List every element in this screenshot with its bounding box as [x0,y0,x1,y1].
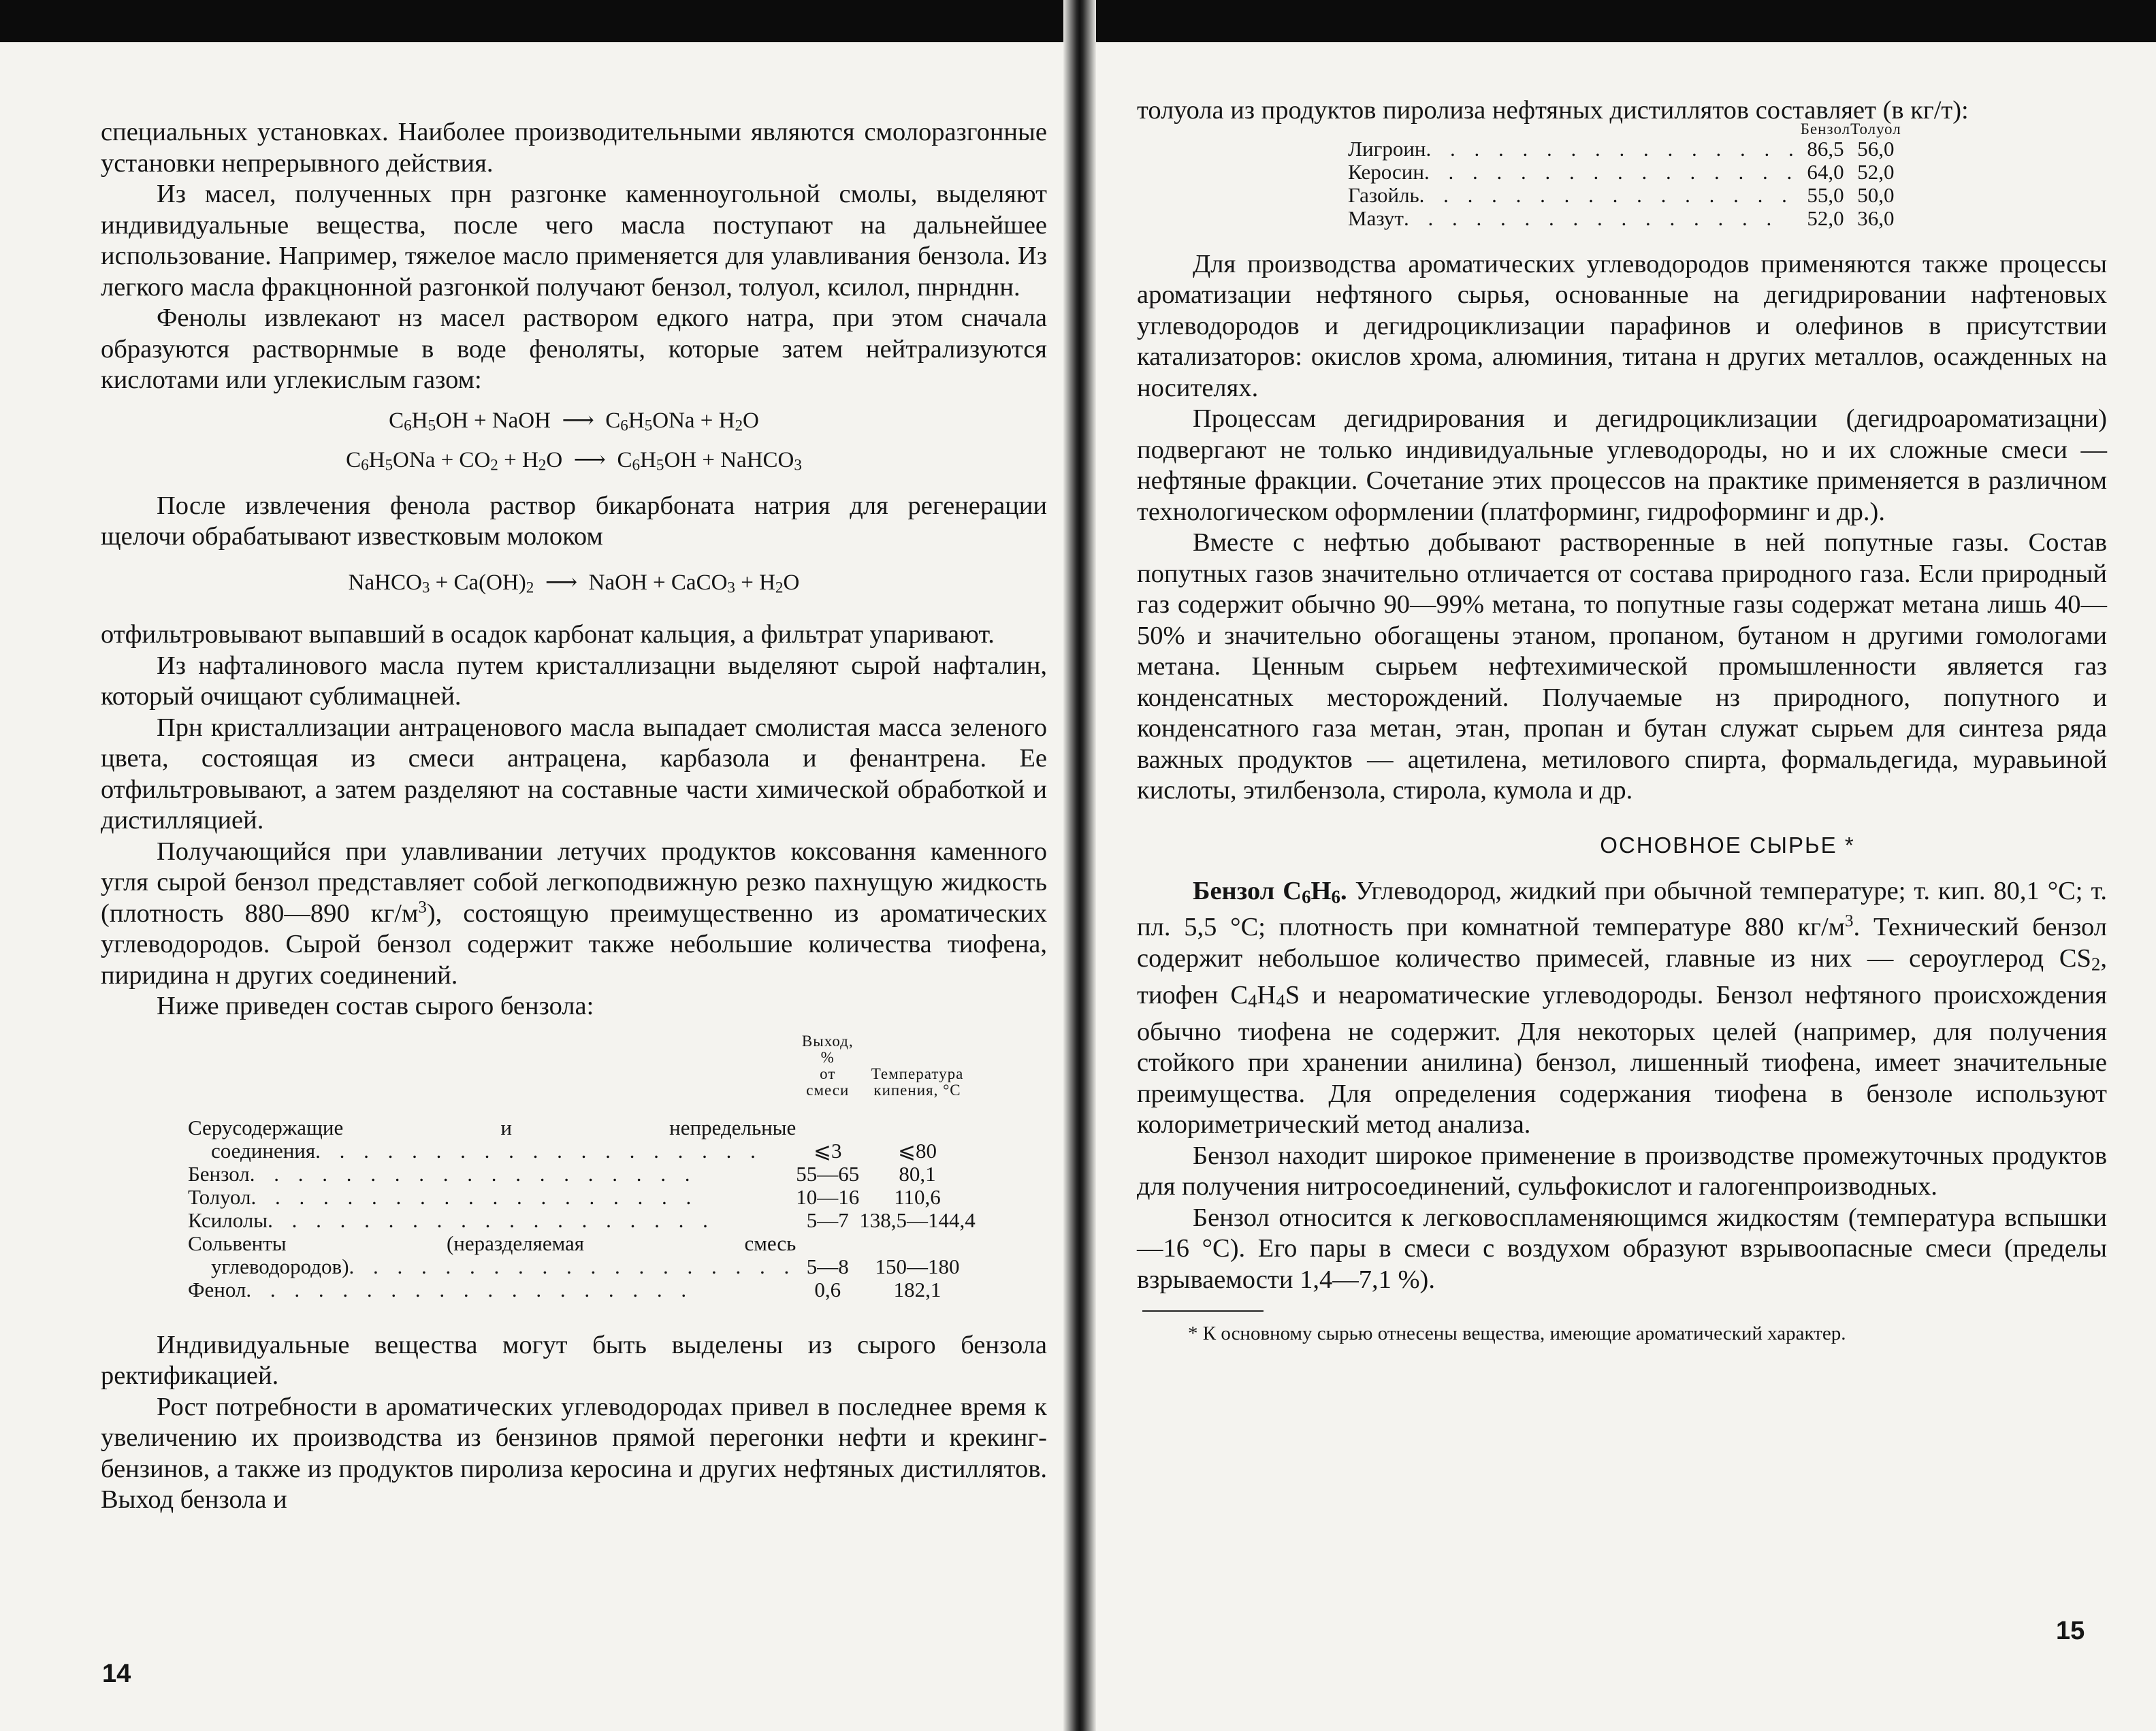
paragraph: Бензол находит широкое применение в производстве промежуточных продуктов для получения нитросоединений, сульфокислот и галогенпроизводных. [1137,1141,2107,1201]
boiling-temp-cell: 138,5—144,4 [859,1208,976,1232]
column-header: Выход, % от смеси [801,1032,854,1099]
table-row [188,1232,976,1255]
table-row [1348,207,1901,230]
leader-dots: . . . . . . . . . . . . . . . . [1426,137,1801,161]
equation-reactants: $C_6H_5OH$ + NaOH [389,408,551,434]
paragraph: Процессам дегидрирования и дегидроциклизации (дегидроароматизацни) подвергают не только индивидуальные углеводороды, но и их сложные смеси — нефтяные фракции. Сочетание этих процессов на практике применяется в различном технологическом оформлении (платформинг, гидроформинг и др.). [1137,404,2107,526]
equation-products: $C_6H_5OH$ + NaHCO$_3$ [617,448,802,474]
paragraph: толуола из продуктов пиролиза нефтяных дистиллятов составляет (в кг/т): [1137,96,1969,125]
column-header: Бензол [1800,120,1851,137]
toluene-yield-cell: 56,0 [1857,136,1895,161]
table-row [188,1163,976,1186]
yield-cell: 10—16 [796,1184,860,1209]
reaction-arrow: ⟶ [573,448,606,473]
toluene-yield-cell: 52,0 [1857,159,1895,184]
row-label: Керосин [1348,160,1424,184]
composition-table [188,1033,976,1301]
paragraph: отфильтровывают выпавший в осадок карбонат кальция, а фильтрат упаривают. [101,620,995,649]
table-row [188,1255,976,1278]
paragraph: Вместе с нефтью добывают растворенные в ней попутные газы. Состав попутных газов значительно отличается от состава природного газа. Если природный газ содержит обычно 90—99% метана, то попутные газы содержат метана лишь 40—50% и значительно обогащены этаном, пропаном, бутаном н другими гомологами метана. Ценным сырьем нефтехимической промышленности является газ конденсатных месторождений. Получаемые нз природного, попутного и конденсатного газа метан, этан, пропан и бутан служат сырьем для синтеза ряда важных продуктов — ацетилена, метилового спирта, формальдегида, муравьиной кислоты, этилбензола, стирола, кумола и др. [1137,528,2107,805]
row-label: Бензол [188,1162,250,1186]
leader-dots: . . . . . . . . . . . . . . . . . . . [251,1185,698,1209]
benzene-yield-cell: 52,0 [1807,206,1844,230]
footnote: * К основному сырью отнесены вещества, имеющие ароматический характер. [1188,1323,1846,1345]
leader-dots: . . . . . . . . . . . . . . . . . . . [349,1255,797,1278]
column-header: Температура кипения, °C [871,1065,964,1099]
equation-block [101,565,1047,605]
leader-dots: . . . . . . . . . . . . . . . . . . . [249,1162,697,1186]
row-label: углеводородов) [211,1255,349,1278]
page-number: 14 [102,1660,131,1688]
row-label: Серусодержащие и непредельные [188,1116,797,1139]
table-row [1348,161,1901,184]
right-page [1096,0,2156,1731]
equation-block [101,403,1047,483]
paragraph: Для производства ароматических углеводородов применяются также процессы ароматизации нефтяного сырья, основанные на дегидрировании нафтеновых углеводородов и дегидроциклизации парафинов и олефинов в присутствии катализаторов: окислов хрома, алюминия, титана н других металлов, осажденных на носителях. [1137,249,2107,402]
toluene-yield-cell: 36,0 [1857,206,1895,230]
term-heading: Бензол $C_6H_6$. [1193,876,1347,907]
paragraph: Получающийся при улавливании летучих продуктов коксовання каменного угля сырой бензол представляет собой легкоподвижную резко пахнущую жидкость (плотность 880—890 $кг/м^3$), состоящую преимущественно из ароматических углеводородов. Сырой бензол содержит также небольшие количества тиофена, пиридина н других соединений. [101,837,1047,990]
equation [101,442,1047,483]
yield-cell: ⩽3 [814,1138,842,1163]
reaction-arrow: ⟶ [562,408,594,433]
leader-dots: . . . . . . . . . . . . . . . . . . . [246,1278,694,1301]
yield-cell: 5—7 [806,1208,849,1232]
benzene-yield-cell: 86,5 [1807,136,1844,161]
row-label: соединения [211,1139,316,1163]
leader-dots: . . . . . . . . . . . . . . . . . . . [268,1208,715,1232]
left-page [0,0,1063,1731]
table-row [1348,137,1901,161]
equation-products: $C_6H_5ONa + H_2O$ [605,408,759,434]
leader-dots: . . . . . . . . . . . . . . . . [1403,206,1779,230]
table-row [188,1186,976,1209]
paragraph [1137,876,2107,1141]
column-header: Толуол [1850,120,1901,137]
leader-dots: . . . . . . . . . . . . . . . . [1419,183,1794,207]
page-number: 15 [2056,1617,2085,1645]
table-row [1348,184,1901,207]
row-label: Ксилолы [188,1208,268,1232]
table-header-row [188,1033,976,1099]
paragraph: Индивидуальные вещества могут быть выделены из сырого бензола ректификацией. [101,1330,1047,1391]
row-label: Газойль [1348,183,1419,207]
leader-dots: . . . . . . . . . . . . . . . . [1423,160,1799,184]
equation [101,565,1047,605]
row-label: Лигроин [1348,137,1426,161]
book-gutter [1063,0,1096,1731]
yield-cell: 0,6 [814,1277,841,1301]
row-label: Толуол [188,1185,251,1209]
equation [101,403,1047,443]
row-label: Фенол [188,1278,246,1301]
boiling-temp-cell: ⩽80 [898,1138,937,1163]
table-row [188,1209,976,1232]
yield-cell: 5—8 [806,1254,849,1278]
equation-reactants: NaHCO$_3$ + $Ca(OH)_2$ [348,570,534,596]
equation-products: NaOH + CaCO$_3$ + $H_2O$ [588,570,800,596]
table-row [188,1278,976,1301]
boiling-temp-cell: 150—180 [875,1254,960,1278]
leader-dots: . . . . . . . . . . . . . . . . . . . [315,1139,762,1163]
benzene-yield-cell: 64,0 [1807,159,1844,184]
section-heading: ОСНОВНОЕ СЫРЬЕ * [1600,832,1855,858]
pyrolysis-yield-table [1348,121,1901,230]
boiling-temp-cell: 80,1 [899,1161,936,1186]
boiling-temp-cell: 182,1 [893,1277,942,1301]
table-row [188,1116,976,1139]
paragraph: Бензол относится к легковоспламеняющимся жидкостям (температура вспышки —16 °C). Его пары в смеси с воздухом образуют взрывоопасные смеси (пределы взрываемости 1,4—7,1 %). [1137,1203,2107,1294]
row-label: Сольвенты (неразделяемая смесь [188,1231,797,1255]
paragraph: специальных установках. Наиболее производительными являются смолоразгонные установки непрерывного действия. [101,118,1047,178]
paragraph: Из масел, полученных прн разгонке каменноугольной смолы, выделяют индивидуальные вещества, после чего масла поступают на дальнейшее использование. Например, тяжелое масло применяется для улавливания бензола. Из легкого масла фракцнонной разгонкой получают бензол, толуол, ксилол, пнрнднн. [101,180,1047,302]
paragraph: Прн кристаллизации антраценового масла выпадает смолистая масса зеленого цвета, состоящая из смеси антрацена, карбазола и фенантрена. Ее отфильтровывают, а затем разделяют на составные части химической обработкой и дистилляцией. [101,713,1047,835]
row-label: Мазут [1348,206,1404,230]
paragraph: После извлечения фенола раствор бикарбоната натрия для регенерации щелочи обрабатывают известковым молоком [101,491,1047,551]
paragraph: Ниже приведен состав сырого бензола: [157,992,594,1021]
paragraph: Рост потребности в ароматических углеводородах привел в последнее время к увеличению их производства из бензинов прямой перегонки нефти и крекинг-бензинов, а также из продуктов пиролиза керосина и других нефтяных дистиллятов. Выход бензола и [101,1392,1047,1515]
footnote-divider [1142,1310,1264,1312]
paragraph-body: Углеводород, жидкий при обычной температуре; т. кип. 80,1 °C; т. пл. 5,5 °C; плотность при комнатной температуре 880 $кг/м^3$. Технический бензол содержит небольшое количество примесей, главные из них — сероуглерод $CS_2$, тиофен $C_4H_4S$ и неароматические углеводороды. Бензол нефтяного происхождения обычно тиофена не содержит. Для некоторых целей (например, для получения стойкого при хранении анилина) бензол, лишенный тиофена, имеет значительные преимущества. Для определения содержания тиофена в бензоле используют колориметрический метод анализа. [1137,876,2107,1139]
equation-reactants: $C_6H_5ONa + CO_2 + H_2O$ [346,448,563,474]
toluene-yield-cell: 50,0 [1857,182,1895,207]
reaction-arrow: ⟶ [545,570,578,595]
paragraph: Из нафталинового масла путем кристаллизацни выделяют сырой нафталин, который очищают сублимацней. [101,651,1047,711]
boiling-temp-cell: 110,6 [894,1184,941,1209]
benzene-yield-cell: 55,0 [1807,182,1844,207]
yield-cell: 55—65 [796,1161,860,1186]
table-row [188,1139,976,1163]
paragraph: Фенолы извлекают нз масел раствором едкого натра, при этом сначала образуются растворнмые в воде феноляты, которые затем нейтрализуются кислотами или углекислым газом: [101,304,1047,394]
